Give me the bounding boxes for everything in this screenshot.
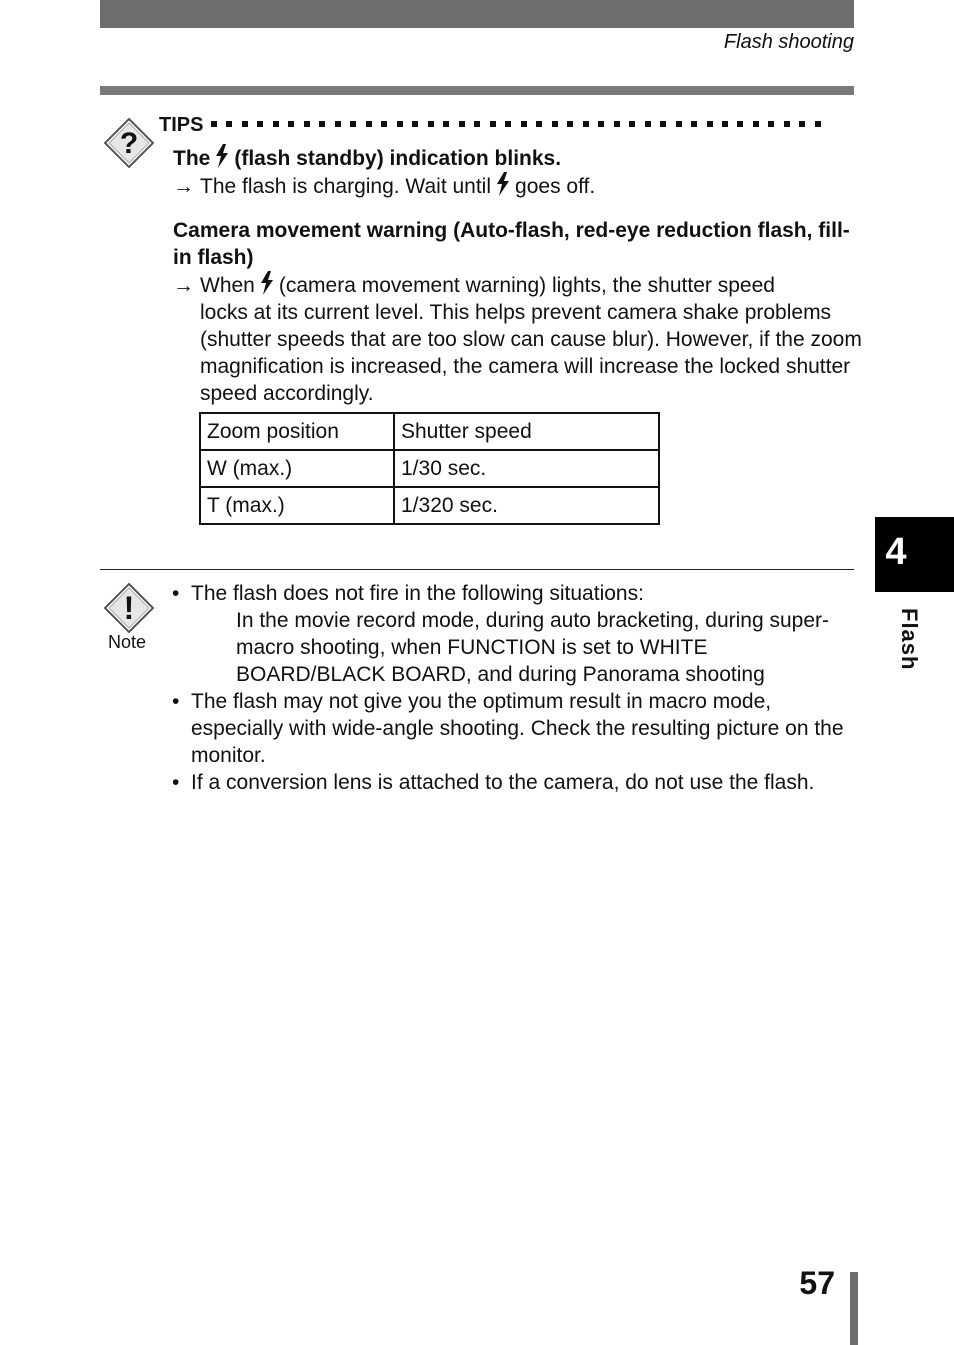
- table-cell: 1/320 sec.: [394, 487, 659, 524]
- table-header-row: [200, 413, 659, 450]
- camera-shake-warning-icon: [259, 271, 275, 295]
- table-cell: T (max.): [200, 487, 394, 524]
- arrow-icon: →: [173, 175, 194, 198]
- table-header-cell: Zoom position: [200, 413, 394, 450]
- header-rule: [100, 86, 854, 95]
- note-label: Note: [108, 632, 147, 652]
- header-bar: [100, 0, 854, 28]
- tip-2-title: Camera movement warning (Auto-flash, red-eye reduction flash, fill-in flash): [173, 219, 850, 269]
- tips-question-icon: [104, 118, 154, 168]
- list-item: • The flash may not give you the optimum result in macro mode, especially with wide-angle shooting. Check the resulting picture on the monitor.: [172, 690, 844, 767]
- table-header-cell: Shutter speed: [394, 413, 659, 450]
- tips-dotted-rule: [211, 121, 821, 131]
- note-exclamation-icon: [104, 583, 154, 633]
- tip-1-title: The (flash standby) indication blinks.: [173, 144, 863, 172]
- tips-body: [173, 144, 863, 407]
- note-divider: [100, 569, 854, 570]
- flash-icon: [214, 144, 230, 168]
- chapter-label: Flash: [897, 608, 922, 671]
- list-item-detail: In the movie record mode, during auto bracketing, during super-macro shooting, when FUNCTION is set to WHITE BOARD/BLACK BOARD, and during Panorama shooting: [236, 609, 829, 686]
- page-number-bar: [850, 1272, 858, 1345]
- tips-label: TIPS: [159, 114, 204, 136]
- page-number: 57: [799, 1265, 835, 1301]
- table-row: [200, 487, 659, 524]
- list-item: • If a conversion lens is attached to the camera, do not use the flash.: [172, 771, 815, 794]
- section-title: Flash shooting: [723, 31, 854, 53]
- arrow-icon: →: [173, 274, 194, 297]
- list-item: • The flash does not fire in the following situations: In the movie record mode, during auto bracketing, during super-macro shooting, when FUNCTION is set to WHITE BOARD/BLACK BOARD, and during Panorama shooting: [172, 580, 862, 688]
- tip-1-body: → The flash is charging. Wait until goes off.: [173, 172, 863, 200]
- flash-icon: [495, 172, 511, 196]
- chapter-tab: [875, 517, 954, 592]
- svg-text:!: !: [123, 590, 135, 626]
- table-cell: W (max.): [200, 450, 394, 487]
- zoom-shutter-table: [199, 412, 660, 525]
- note-list: [172, 580, 862, 796]
- chapter-number: 4: [885, 531, 907, 573]
- table-cell: 1/30 sec.: [394, 450, 659, 487]
- svg-text:?: ?: [119, 127, 139, 160]
- table-row: [200, 450, 659, 487]
- tip-2-body: → When (camera movement warning) lights, the shutter speed locks at its current level. This helps prevent camera shake problems (shutter speeds that are too slow can cause blur). However, if the zoom magnification is increased, the camera will increase the locked shutter speed accordingly.: [173, 271, 863, 407]
